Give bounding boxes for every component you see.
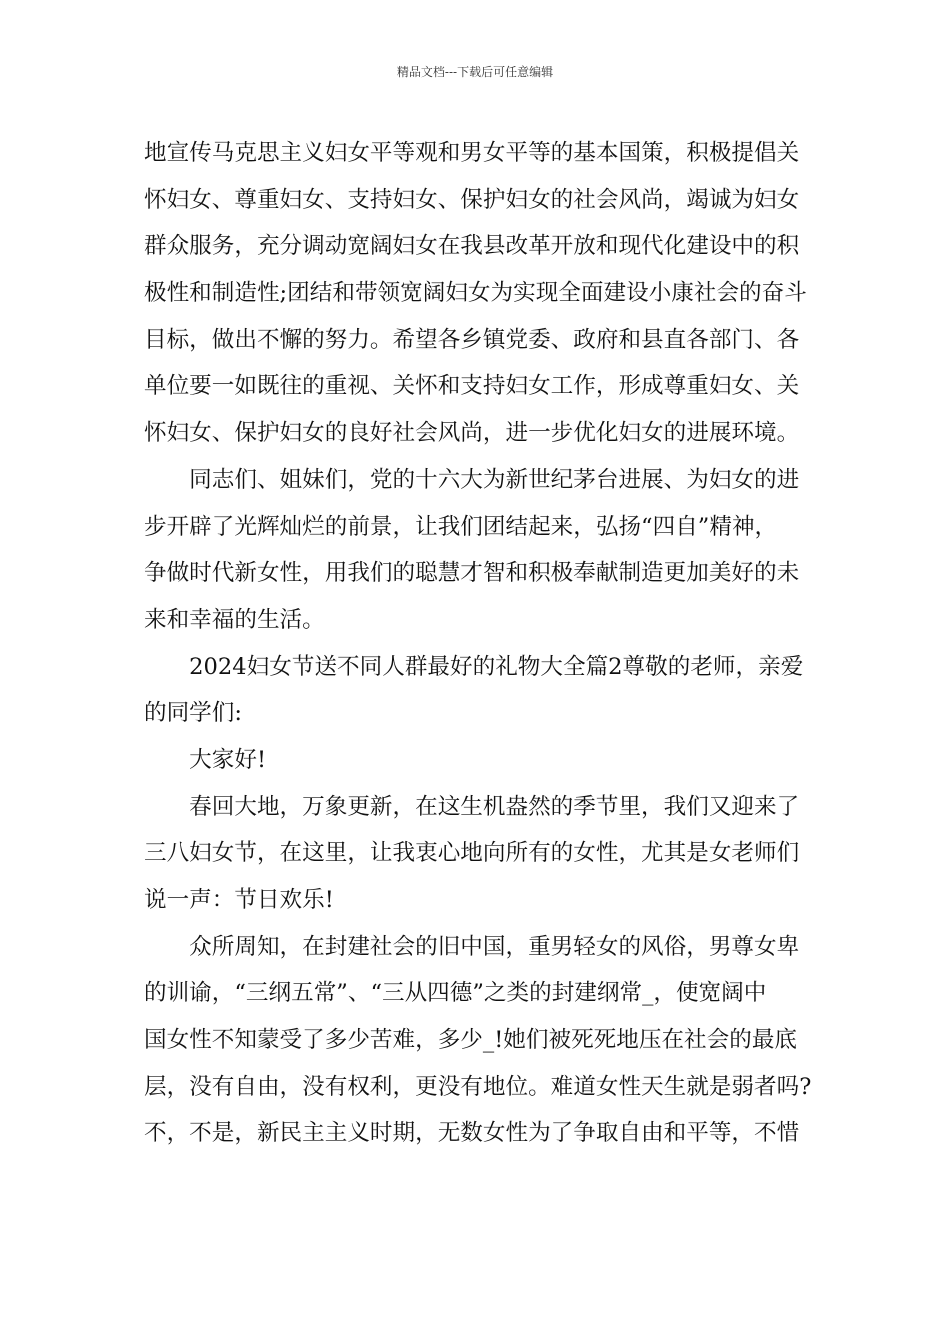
paragraph bbox=[144, 130, 814, 457]
page-header: 精品文档---下载后可任意编辑 bbox=[396, 65, 554, 79]
text-line: 说一声：节日欢乐! bbox=[144, 887, 334, 913]
text-line: 怀妇女、尊重妇女、支持妇女、保护妇女的社会风尚，竭诚为妇女 bbox=[144, 186, 800, 213]
paragraph bbox=[144, 784, 814, 924]
text-line: 极性和制造性;团结和带领宽阔妇女为实现全面建设小康社会的奋斗 bbox=[144, 280, 807, 307]
text-line: 群众服务，充分调动宽阔妇女在我县改革开放和现代化建设中的积 bbox=[144, 233, 800, 260]
text-line: 争做时代新女性，用我们的聪慧才智和积极奉献制造更加美好的未 bbox=[144, 560, 800, 587]
text-line: 怀妇女、保护妇女的良好社会风尚，进一步优化妇女的进展环境。 bbox=[144, 420, 800, 447]
text-line: 单位要一如既往的重视、关怀和支持妇女工作，形成尊重妇女、关 bbox=[144, 373, 800, 400]
text-line: 国女性不知蒙受了多少苦难，多少_!她们被死死地压在社会的最底 bbox=[144, 1027, 798, 1054]
text-line: 层，没有自由，没有权利，更没有地位。难道女性天生就是弱者吗? bbox=[144, 1073, 812, 1100]
paragraph bbox=[144, 737, 814, 784]
text-line: 大家好! bbox=[144, 746, 267, 773]
text-line: 的训谕，“三纲五常”、“三从四德”之类的封建纲常_，使宽阔中 bbox=[144, 980, 767, 1007]
text-line: 目标，做出不懈的努力。希望各乡镇党委、政府和县直各部门、各 bbox=[144, 326, 800, 353]
text-line: 春回大地，万象更新，在这生机盎然的季节里，我们又迎来了 bbox=[144, 793, 800, 820]
paragraph bbox=[144, 644, 814, 737]
document-body bbox=[144, 130, 814, 1157]
text-line: 步开辟了光辉灿烂的前景，让我们团结起来，弘扬“四自”精神， bbox=[144, 513, 778, 540]
text-line: 三八妇女节，在这里，让我衷心地向所有的女性，尤其是女老师们 bbox=[144, 840, 800, 867]
text-line: 来和幸福的生活。 bbox=[144, 606, 325, 633]
text-line: 地宣传马克思主义妇女平等观和男女平等的基本国策，积极提倡关 bbox=[144, 140, 800, 166]
text-line: 不，不是，新民主主义时期，无数女性为了争取自由和平等，不惜 bbox=[144, 1120, 800, 1147]
text-line: 同志们、姐妹们，党的十六大为新世纪茅台进展、为妇女的进 bbox=[144, 466, 800, 493]
text-line: 的同学们: bbox=[144, 700, 242, 727]
text-line: 众所周知，在封建社会的旧中国，重男轻女的风俗，男尊女卑 bbox=[144, 933, 800, 960]
paragraph bbox=[144, 457, 814, 644]
text-line: 2024妇女节送不同人群最好的礼物大全篇2尊敬的老师，亲爱 bbox=[144, 653, 804, 680]
paragraph bbox=[144, 924, 814, 1157]
